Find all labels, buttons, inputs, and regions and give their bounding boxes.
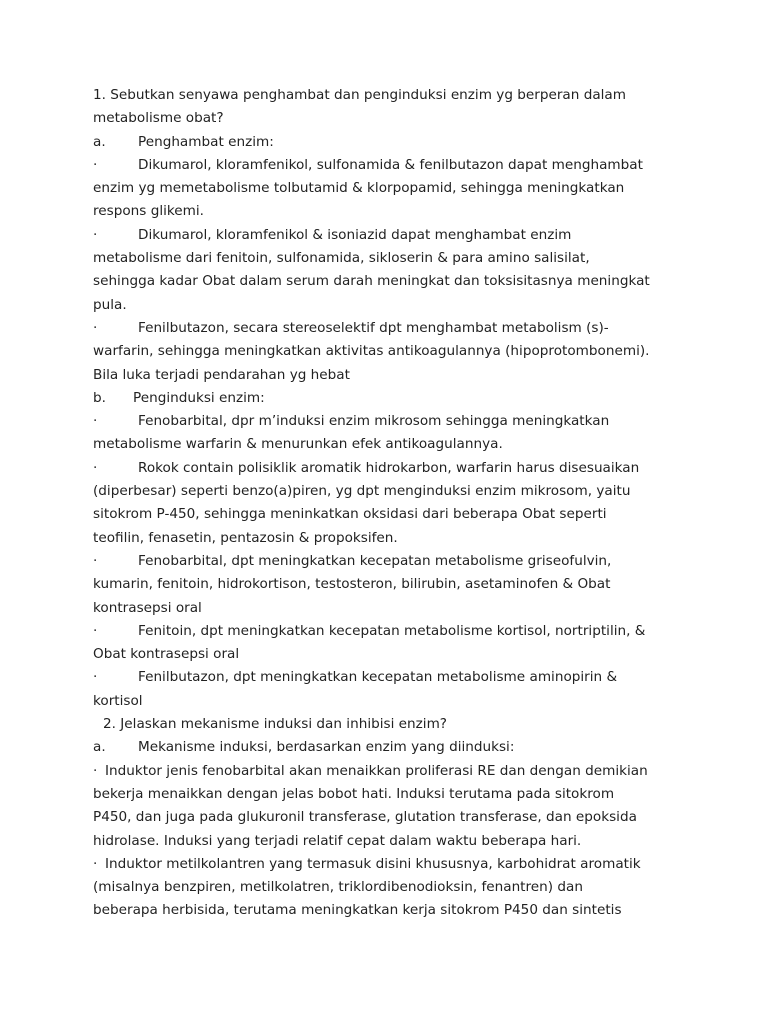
list-item — [93, 317, 693, 387]
item-text: kortisol — [93, 692, 143, 709]
item-text: warfarin, sehingga meningkatkan aktivitas antikoagulannya (hipoprotombonemi). — [93, 343, 650, 360]
section-1a-heading — [93, 131, 693, 154]
question-2-line: 2. Jelaskan mekanisme induksi dan inhibisi enzim? — [103, 716, 448, 733]
list-item — [93, 760, 693, 853]
section-2a — [93, 736, 693, 922]
question-2 — [93, 713, 693, 736]
section-1b — [93, 387, 693, 713]
item-text: Induktor jenis fenobarbital akan menaikkan proliferasi RE dan dengan demikian — [105, 762, 648, 779]
item-text: bekerja menaikkan dengan jelas bobot hati. Induksi terutama pada sitokrom — [93, 785, 615, 802]
item-text: Obat kontrasepsi oral — [93, 646, 240, 663]
list-item — [93, 224, 693, 317]
question-1-line-1: 1. Sebutkan senyawa penghambat dan penginduksi enzim yg berperan dalam — [93, 87, 627, 103]
item-text: respons glikemi. — [93, 203, 204, 220]
question-1 — [93, 84, 693, 131]
item-text: Rokok contain polisiklik aromatik hidrokarbon, warfarin harus disesuaikan — [138, 459, 640, 476]
list-item — [93, 410, 693, 457]
item-text: Fenilbutazon, secara stereoselektif dpt menghambat metabolism (s)- — [138, 319, 609, 336]
bullet-icon: · — [93, 855, 98, 872]
bullet-icon: · — [93, 622, 98, 639]
bullet-icon: · — [93, 413, 98, 430]
item-text: kontrasepsi oral — [93, 599, 202, 616]
item-text: Fenobarbital, dpt meningkatkan kecepatan metabolisme griseofulvin, — [138, 552, 612, 569]
bullet-icon: · — [93, 459, 98, 476]
bullet-icon: · — [93, 226, 98, 243]
item-text: enzim yg memetabolisme tolbutamid & klorpopamid, sehingga meningkatkan — [93, 180, 625, 197]
item-text: kumarin, fenitoin, hidrokortison, testosteron, bilirubin, asetaminofen & Obat — [93, 576, 611, 593]
item-text: P450, dan juga pada glukuronil transferase, glutation transferase, dan epoksida — [93, 809, 637, 826]
item-text: pula. — [93, 296, 127, 313]
list-item — [93, 620, 693, 667]
item-text: Fenitoin, dpt meningkatkan kecepatan metabolisme kortisol, nortriptilin, & — [138, 622, 646, 639]
bullet-icon: · — [93, 156, 98, 173]
item-text: Bila luka terjadi pendarahan yg hebat — [93, 366, 350, 383]
section-2a-title: Mekanisme induksi, berdasarkan enzim yang diinduksi: — [138, 739, 515, 756]
list-item — [93, 154, 693, 224]
list-item — [93, 853, 693, 923]
section-1a-label: a. — [93, 133, 106, 150]
item-text: sitokrom P-450, sehingga meninkatkan oksidasi dari beberapa Obat seperti — [93, 506, 607, 523]
bullet-icon: · — [93, 552, 98, 569]
item-text: teofilin, fenasetin, pentazosin & propoksifen. — [93, 529, 398, 546]
section-1a — [93, 131, 693, 387]
item-text: Fenilbutazon, dpt meningkatkan kecepatan metabolisme aminopirin & — [138, 669, 618, 686]
section-1b-heading — [93, 387, 693, 410]
item-text: Dikumarol, kloramfenikol, sulfonamida & fenilbutazon dapat menghambat — [138, 156, 643, 173]
item-text: sehingga kadar Obat dalam serum darah meningkat dan toksisitasnya meningkat — [93, 273, 650, 290]
item-text: Dikumarol, kloramfenikol & isoniazid dapat menghambat enzim — [138, 226, 572, 243]
bullet-icon: · — [93, 762, 98, 779]
question-1-line-2: metabolisme obat? — [93, 110, 224, 127]
item-text: metabolisme dari fenitoin, sulfonamida, sikloserin & para amino salisilat, — [93, 250, 590, 267]
section-2a-heading — [93, 736, 693, 759]
item-text: Induktor metilkolantren yang termasuk disini khususnya, karbohidrat aromatik — [105, 855, 641, 872]
item-text: beberapa herbisida, terutama meningkatkan kerja sitokrom P450 dan sintetis — [93, 902, 622, 919]
item-text: (misalnya benzpiren, metilkolatren, triklordibenodioksin, fenantren) dan — [93, 879, 583, 896]
list-item — [93, 457, 693, 550]
section-2a-label: a. — [93, 739, 106, 756]
list-item — [93, 666, 693, 713]
item-text: Fenobarbital, dpr m’induksi enzim mikrosom sehingga meningkatkan — [138, 413, 610, 430]
section-1b-label: b. — [93, 389, 106, 406]
bullet-icon: · — [93, 319, 98, 336]
bullet-icon: · — [93, 669, 98, 686]
section-1a-title: Penghambat enzim: — [138, 133, 274, 150]
item-text: metabolisme warfarin & menurunkan efek antikoagulannya. — [93, 436, 503, 453]
list-item — [93, 550, 693, 620]
item-text: (diperbesar) seperti benzo(a)piren, yg dpt menginduksi enzim mikrosom, yaitu — [93, 483, 631, 500]
item-text: hidrolase. Induksi yang terjadi relatif cepat dalam waktu beberapa hari. — [93, 832, 582, 849]
section-1b-title: Penginduksi enzim: — [133, 389, 265, 406]
document-page — [93, 84, 693, 923]
